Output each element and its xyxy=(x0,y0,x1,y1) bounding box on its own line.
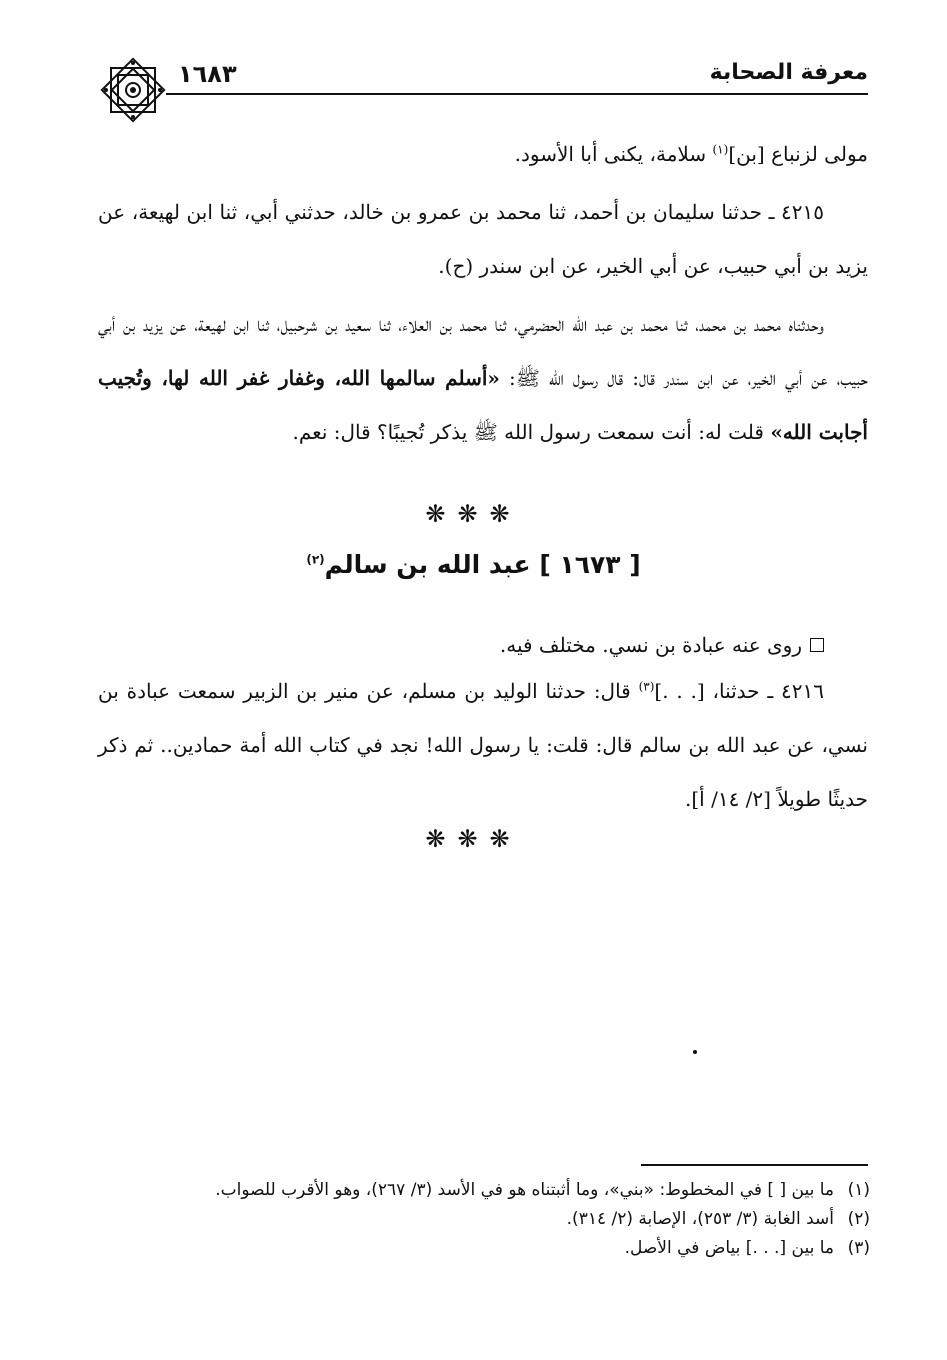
entry-heading-text: [ ١٦٧٣ ] عبد الله بن سالم xyxy=(324,550,641,579)
entry-note-text: روى عنه عبادة بن نسي. مختلف فيه. xyxy=(499,633,802,657)
footnote-rule xyxy=(641,1164,868,1166)
footnote-number: (٣) xyxy=(847,1238,870,1258)
page-header xyxy=(98,52,868,132)
footnote-text: ما بين [. . .] بياض في الأصل. xyxy=(624,1238,834,1258)
hadith-4215 xyxy=(98,185,868,293)
hadith-4216-text-b: قال: حدثنا الوليد بن مسلم، عن منير بن الزبير سمعت عبادة بن نسي، عن عبد الله بن سالم قال: قلت: يا رسول الله! نجد في كتاب الله أمة حمادين.. ثم ذكر حديثًا طويلاً [٢/ ١٤/ أ]. xyxy=(98,679,868,811)
footnote xyxy=(98,1176,870,1205)
footnote-ref-3: (٣) xyxy=(638,679,655,694)
paragraph-1-text-a: مولى لزنباع [بن] xyxy=(728,142,868,166)
footnote-number: (١) xyxy=(847,1180,870,1200)
footnote xyxy=(98,1234,870,1263)
octagonal-star-ornament-icon xyxy=(98,55,168,125)
entry-heading xyxy=(0,550,947,579)
paragraph-3-text-b: قلت له: أنت سمعت رسول الله ﷺ يذكر تُجيبًا؟ قال: نعم. xyxy=(292,420,771,444)
paragraph-1-text-b: سلامة، يكنى أبا الأسود. xyxy=(514,142,713,166)
section-separator-1: ❋❋❋ xyxy=(425,500,522,528)
footnote-ref-2: (٢) xyxy=(306,552,325,567)
hadith-4216-text-a: ٤٢١٦ ـ حدثنا، [. . .] xyxy=(654,679,824,703)
section-separator-2: ❋❋❋ xyxy=(425,825,522,853)
paragraph-3 xyxy=(98,297,868,459)
footnote-ref-1: (١) xyxy=(712,142,729,157)
page-number: ١٦٨٣ xyxy=(178,60,237,88)
hadith-quote: «أسلم سالمها الله، وغفار غفر الله لها، وتُجيب أجابت الله» xyxy=(98,366,868,444)
footnote-text: ما بين [ ] في المخطوط: «بني»، وما أثبتناه هو في الأسد (٣/ ٢٦٧)، وهو الأقرب للصواب. xyxy=(215,1180,834,1200)
hadith-4215-text: ٤٢١٥ ـ حدثنا سليمان بن أحمد، ثنا محمد بن عمرو بن خالد، حدثني أبي، ثنا ابن لهيعة، عن يزيد بن أبي حبيب، عن أبي الخير، عن ابن سندر (ح). xyxy=(98,200,868,278)
footnote xyxy=(98,1205,870,1234)
footnote-text: أسد الغابة (٣/ ٢٥٣)، الإصابة (٢/ ٣١٤). xyxy=(566,1209,834,1229)
running-title: معرفة الصحابة xyxy=(709,60,868,85)
hadith-4216 xyxy=(98,664,868,826)
header-rule xyxy=(166,93,868,95)
paragraph-3-text-a: وحدثناه محمد بن محمد، ثنا محمد بن عبد الله الحضرمي، ثنا محمد بن العلاء، ثنا سعيد بن شرحبيل، ثنا ابن لهيعة، عن يزيد بن أبي حبيب، عن أبي الخير، عن ابن سندر قال: قال رسول الله ﷺ: xyxy=(98,312,868,390)
ink-speck xyxy=(693,1050,697,1054)
footnotes xyxy=(98,1176,870,1263)
paragraph-1 xyxy=(98,127,868,181)
footnote-number: (٢) xyxy=(847,1209,870,1229)
square-bullet-icon xyxy=(810,638,824,652)
